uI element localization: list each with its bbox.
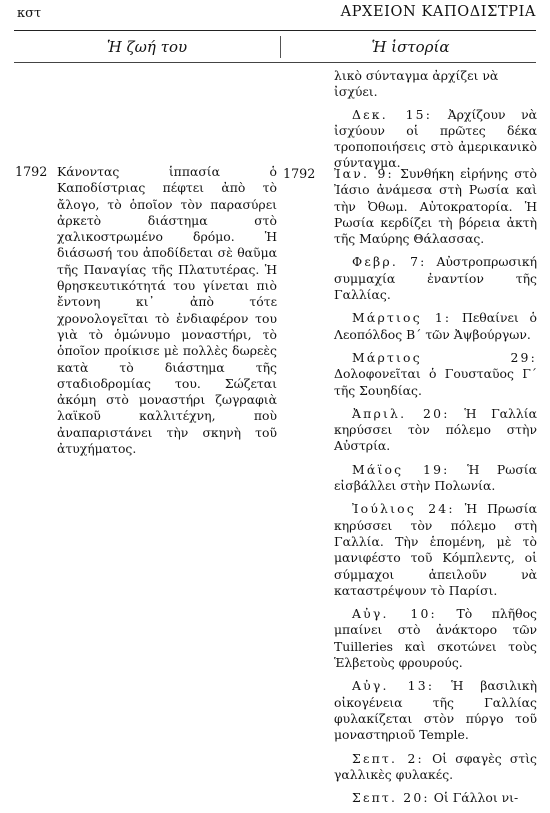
entry-text: Πεθαίνει ὁ Λεοπόλδος Β´ τῶν Ἀψβούργων. <box>334 310 537 342</box>
right-entries <box>334 166 537 813</box>
right-column-heading: Ἡ ἱστορία <box>371 38 450 56</box>
entry-date: Μάρτιος 1: <box>352 310 452 326</box>
entry <box>334 751 537 784</box>
entry-date: Ἰαν. 9: <box>334 166 394 181</box>
header-rule <box>14 30 536 31</box>
entry <box>334 462 537 495</box>
entry-date: Φεβρ. 7: <box>352 254 427 270</box>
entry-text: Ἡ βασιλικὴ οἰκογένεια τῆς Γαλλίας φυλακίζεται στὸν πύργο τοῦ μοναστηριοῦ Temple. <box>334 678 537 743</box>
page-number: κστ <box>17 6 42 21</box>
entry <box>334 678 537 743</box>
running-title: ΑΡΧΕΙΟΝ ΚΑΠΟΔΙΣΤΡΙΑ <box>340 4 536 20</box>
entry-text: Ἡ Ρωσία εἰσβάλλει στὴν Πολωνία. <box>334 461 537 494</box>
entry-text: Δολοφονεῖται ὁ Γουσταῦος Γ´ τῆς Σουηδίας. <box>334 366 537 398</box>
left-column-heading: Ἡ ζωή του <box>106 38 188 56</box>
entry <box>334 406 537 455</box>
entry-text: Ἡ Γαλλία κηρύσσει τὸν πόλεμο στὴν Αὐστρία. <box>334 405 537 454</box>
entry <box>334 254 537 303</box>
right-year: 1792 <box>283 166 316 181</box>
entry-text: Οἱ Γάλλοι νι- <box>433 790 519 806</box>
entry <box>334 501 537 599</box>
entry-date: Αὐγ. 13: <box>352 678 435 694</box>
left-year: 1792 <box>15 164 48 179</box>
entry-date: Σεπτ. 2: <box>352 750 424 766</box>
entry-text: Συνθήκη εἰρήνης στὸ Ἰάσιο ἀνάμεσα στὴ Ρωσία καὶ τὴν Ὀθωμ. Αὐτοκρατορία. Ἡ Ρωσία κερδίζει τὴ βόρεια ἀκτὴ τῆς Μαύρης Θάλασσας. <box>334 166 537 247</box>
continuation-text: λικὸ σύνταγμα ἀρχίζει νὰ ἰσχύει. <box>334 68 499 100</box>
entry-dek <box>334 107 537 172</box>
entry-date: Μάϊος 19: <box>352 461 450 477</box>
column-heading-rule <box>14 62 536 63</box>
entry <box>334 166 537 247</box>
entry-date: Ἰούλιος 24: <box>352 501 455 517</box>
entry <box>334 790 537 806</box>
entry <box>334 606 537 671</box>
entry-text: Τὸ πλῆθος μπαίνει στὸ ἀνάκτορο τῶν Tuilleries καὶ σκοτώνει τοὺς Ἑλβετοὺς φρουρούς. <box>334 606 537 671</box>
entry-text: Αὐστροπρωσική συμμαχία ἐναντίον τῆς Γαλλίας. <box>334 254 537 303</box>
entry-text: Ἡ Πρωσία κηρύσσει τὸν πόλεμο στὴ Γαλλία. Τὴν ἑπομένη, μὲ τὸ μανιφέστο τοῦ Κόμπλεντς, οἱ σύμμαχοι ἀπειλοῦν νὰ καταστρέψουν τὸ Παρίσι. <box>334 501 537 598</box>
right-top-block <box>334 68 537 179</box>
entry <box>334 310 537 343</box>
entry-date: Σεπτ. 20: <box>352 790 430 806</box>
entry-text: Ἀρχίζουν νὰ ἰσχύουν οἱ πρῶτες δέκα τροποποιήσεις στὸ ἀμερικανικὸ σύνταγμα. <box>334 106 537 171</box>
entry-date: Δεκ. 15: <box>352 106 433 122</box>
entry-date: Ἀπριλ. 20: <box>352 405 450 421</box>
entry <box>334 350 537 399</box>
column-divider <box>280 36 281 58</box>
entry-text: Οἱ σφαγὲς στὶς γαλλικὲς φυλακές. <box>334 750 537 782</box>
left-paragraph: Κάνοντας ἱππασία ὁ Καποδίστριας πέφτει ἀπὸ τὸ ἄλογο, τὸ ὁποῖον τὸν παρασύρει ἀρκετὸ διάστημα στὸ χαλικοστρωμένο δρόμο. Ἡ διάσωσή του ἀποδίδεται σὲ θαῦμα τῆς Παναγίας τῆς Πλατυτέρας. Ἡ θρησκευτικότητά του γίνεται πιὸ ἔντονη κι᾽ ἀπὸ τότε χρονολογεῖται τὸ ἐνδιαφέρον του γιὰ τὸ ὁμώνυμο μοναστήρι, τὸ ὁποῖον προίκισε μὲ πολλὲς δωρεὲς κατὰ τὸ διάστημα τῆς σταδιοδρομίας του. Σώζεται ἀκόμη στὸ μοναστήρι ζωγραφιὰ λαϊκοῦ καλλιτέχνη, ποὺ ἀναπαριστάνει τὴν σκηνὴ τοῦ ἀτυχήματος. <box>57 164 277 457</box>
entry-date: Μάρτιος 29: <box>352 349 537 365</box>
entry-date: Αὐγ. 10: <box>352 606 437 622</box>
